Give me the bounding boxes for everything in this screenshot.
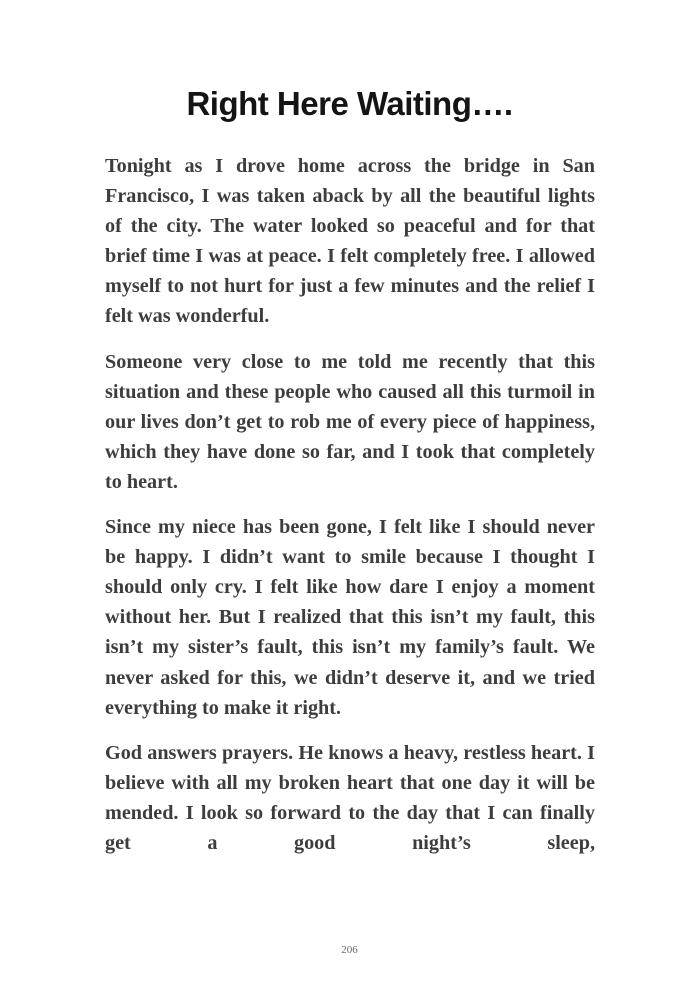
- paragraph-4: God answers prayers. He knows a heavy, restless heart. I believe with all my broken heart that one day it will be mended. I look so forward to the day that I can finally get a good night’s sleep,: [105, 741, 595, 854]
- paragraph-1: Tonight as I drove home across the bridge in San Francisco, I was taken aback by all the beautiful lights of the city. The water looked so peaceful and for that brief time I was at peace. I felt completely free. I allowed myself to not hurt for just a few minutes and the relief I felt was wonderful.: [105, 155, 595, 328]
- body-text: [105, 151, 595, 873]
- paragraph-3: Since my niece has been gone, I felt like I should never be happy. I didn’t want to smile because I thought I should only cry. I felt like how dare I enjoy a moment without her. But I realized that this isn’t my fault, this isn’t my sister’s fault, this isn’t my family’s fault. We never asked for this, we didn’t deserve it, and we tried everything to make it right.: [105, 516, 595, 719]
- paragraph-2: Someone very close to me told me recently that this situation and these people who caused all this turmoil in our lives don’t get to rob me of every piece of happiness, which they have done so far, and I took that completely to heart.: [105, 350, 595, 493]
- page-number: 206: [341, 944, 358, 956]
- page-title: Right Here Waiting….: [186, 85, 513, 122]
